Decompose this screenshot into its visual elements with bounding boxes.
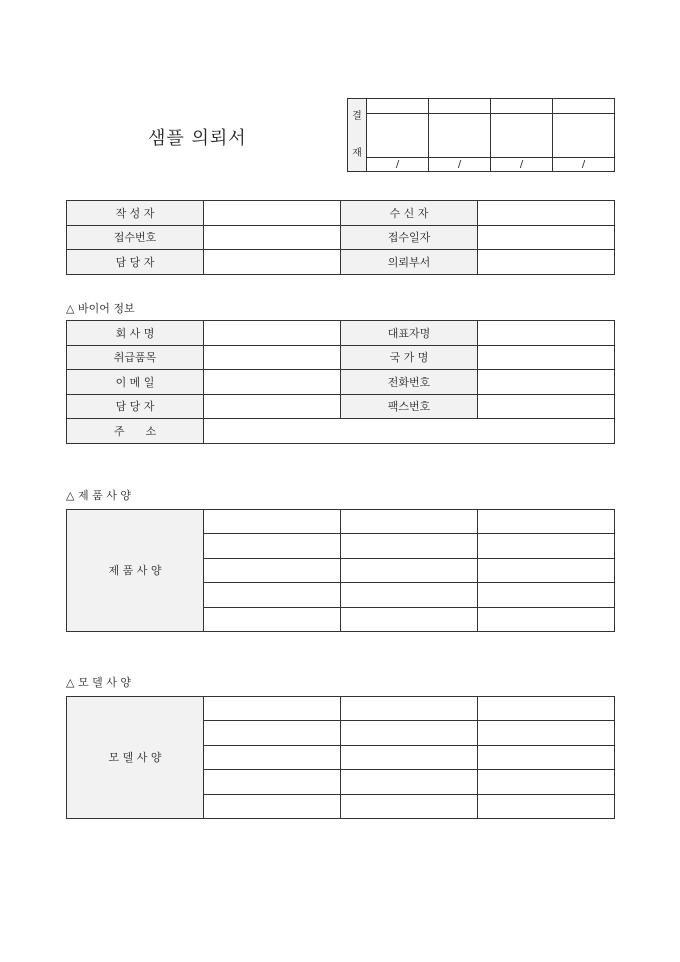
model-spec-cell[interactable] [478,770,615,794]
field-label: 의뢰부서 [341,250,478,275]
approval-title-cell[interactable] [367,99,429,114]
model-spec-table [66,696,615,819]
model-spec-cell[interactable] [341,721,478,745]
model-spec-cell[interactable] [478,745,615,769]
approval-date-cell[interactable]: / [491,158,553,172]
model-spec-cell[interactable] [341,794,478,818]
writer-field[interactable] [204,201,341,226]
page-title: 샘플 의뢰서 [148,128,247,149]
approval-side-bottom: 재 [352,148,362,159]
product-spec-cell[interactable] [341,510,478,534]
field-label: 이 메 일 [67,370,204,395]
field-label: 팩스번호 [341,394,478,419]
model-spec-label: 모 델 사 양 [67,697,204,819]
product-spec-cell[interactable] [204,510,341,534]
approval-box [347,98,615,172]
field-label: 주 소 [67,419,204,444]
product-section-heading: △ 제 품 사 양 [66,489,131,502]
approval-date-cell[interactable]: / [367,158,429,172]
approval-title-cell[interactable] [429,99,491,114]
receipt-number-field[interactable] [204,225,341,250]
field-label: 국 가 명 [341,345,478,370]
approval-date-cell[interactable]: / [553,158,615,172]
product-spec-cell[interactable] [341,607,478,631]
product-spec-cell[interactable] [204,558,341,582]
product-spec-cell[interactable] [478,534,615,558]
buyer-section-heading: △ 바이어 정보 [66,302,135,315]
approval-sign-cell[interactable] [367,114,429,158]
field-label: 전화번호 [341,370,478,395]
company-name-field[interactable] [204,321,341,346]
product-spec-cell[interactable] [478,583,615,607]
model-spec-cell[interactable] [341,770,478,794]
model-section-heading: △ 모 델 사 양 [66,676,131,689]
product-spec-table [66,509,615,632]
items-field[interactable] [204,345,341,370]
approval-side-label [348,99,367,172]
field-label: 회 사 명 [67,321,204,346]
field-label: 작 성 자 [67,201,204,226]
model-spec-cell[interactable] [204,770,341,794]
field-label: 담 당 자 [67,394,204,419]
address-field[interactable] [204,419,615,444]
field-label: 접수일자 [341,225,478,250]
product-spec-cell[interactable] [341,534,478,558]
model-spec-cell[interactable] [204,745,341,769]
phone-field[interactable] [478,370,615,395]
buyer-manager-field[interactable] [204,394,341,419]
approval-date-cell[interactable]: / [429,158,491,172]
product-spec-cell[interactable] [204,534,341,558]
requesting-dept-field[interactable] [478,250,615,275]
field-label: 접수번호 [67,225,204,250]
country-field[interactable] [478,345,615,370]
manager-field[interactable] [204,250,341,275]
approval-sign-cell[interactable] [553,114,615,158]
receiver-field[interactable] [478,201,615,226]
field-label: 수 신 자 [341,201,478,226]
approval-sign-cell[interactable] [429,114,491,158]
model-spec-cell[interactable] [204,721,341,745]
product-spec-label: 제 품 사 양 [67,510,204,632]
ceo-name-field[interactable] [478,321,615,346]
field-label: 담 당 자 [67,250,204,275]
model-spec-cell[interactable] [204,794,341,818]
product-spec-cell[interactable] [204,583,341,607]
product-spec-cell[interactable] [478,510,615,534]
field-label: 취급품목 [67,345,204,370]
product-spec-cell[interactable] [478,607,615,631]
approval-title-cell[interactable] [491,99,553,114]
model-spec-cell[interactable] [478,721,615,745]
model-spec-cell[interactable] [341,745,478,769]
fax-field[interactable] [478,394,615,419]
approval-side-top: 결 [352,111,362,122]
email-field[interactable] [204,370,341,395]
product-spec-cell[interactable] [341,583,478,607]
field-label: 대표자명 [341,321,478,346]
buyer-table [66,320,615,444]
model-spec-cell[interactable] [341,697,478,721]
receipt-date-field[interactable] [478,225,615,250]
model-spec-cell[interactable] [204,697,341,721]
product-spec-cell[interactable] [478,558,615,582]
approval-sign-cell[interactable] [491,114,553,158]
approval-title-cell[interactable] [553,99,615,114]
requester-table [66,200,615,275]
product-spec-cell[interactable] [341,558,478,582]
model-spec-cell[interactable] [478,697,615,721]
product-spec-cell[interactable] [204,607,341,631]
model-spec-cell[interactable] [478,794,615,818]
